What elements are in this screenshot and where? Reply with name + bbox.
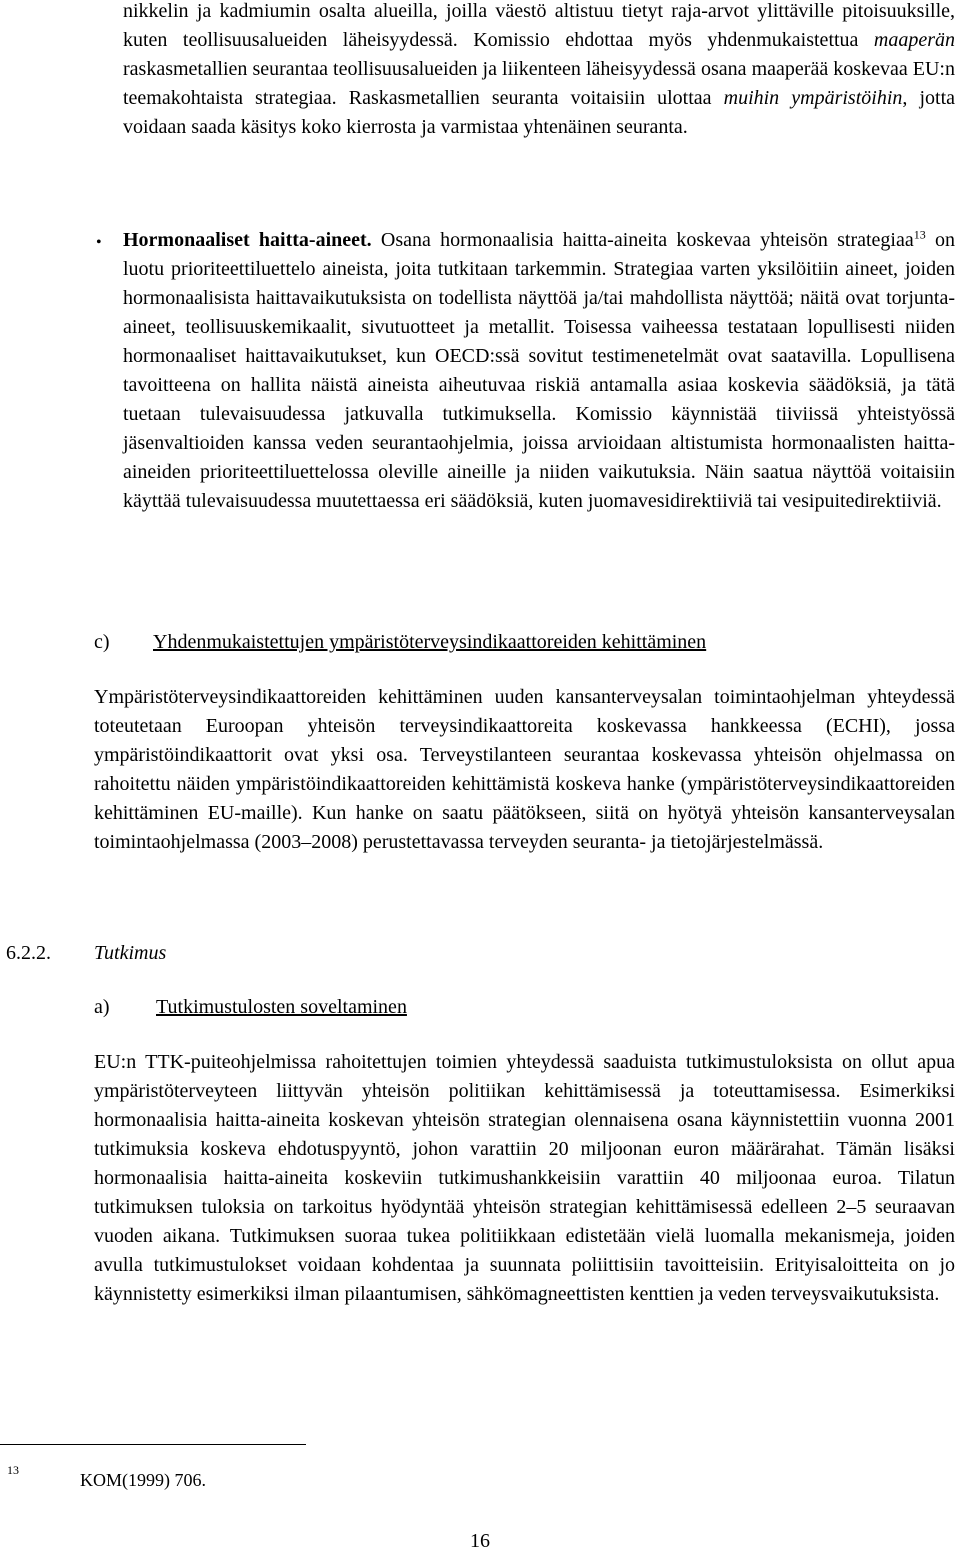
italic-term: maaperän [873, 29, 955, 51]
continuation-paragraph: nikkelin ja kadmiumin osalta alueilla, joilla väestö altistuu tietyt raja-arvot ylittäville pitoisuuksille, kuten teollisuusalueiden läheisyydessä. Komissio ehdottaa myös yhdenmukaistettua maaperän raskasmetallien seurantaa teollisuusalueiden ja liikenteen läheisyydessä osana maaperää koskevaa EU:n teemakohtaista strategiaa. Raskasmetallien seuranta voitaisiin ulottaa muihin ympäristöihin, jotta voidaan saada käsitys koko kierrosta ja varmistaa yhtenäinen seuranta. [123, 0, 955, 138]
section-c-paragraph: Ympäristöterveysindikaattoreiden kehittäminen uuden kansanterveysalan toimintaohjelman yhteydessä toteutetaan Euroopan yhteisön terveysindikaattoreita koskevassa hankkeessa (ECHI), jossa ympäristöindikaattorit ovat yksi osa. Terveystilanteen seurantaa koskevassa yhteisön ohjelmassa on rahoitettu näiden ympäristöindikaattoreiden kehittämistä koskeva hanke (ympäristöterveysindikaattoreiden kehittäminen EU-maille). Kun hanke on saatu päätökseen, siitä on hyötyä yhteisön kansanterveysalan toimintaohjelmassa (2003–2008) perustettavassa terveyden seuranta- ja tietojärjestelmässä. [94, 686, 955, 853]
footnote-divider [0, 1444, 306, 1445]
section-a-title: Tutkimustulosten soveltaminen [156, 996, 407, 1018]
section-a-paragraph: EU:n TTK-puiteohjelmissa rahoitettujen toimien yhteydessä saaduista tutkimustuloksista on ollut apua ympäristöterveyteen liittyvän yhteisön politiikan kehittämisessä ja toteuttamisessa. Esimerkiksi hormonaalisia haitta-aineita koskevan yhteisön strategian olennaisena osana käynnistettiin vuonna 2001 tutkimuksia koskeva ehdotuspyyntö, johon varattiin 20 miljoonan euron määrärahat. Tämän lisäksi hormonaalisia haitta-aineita koskeviin tutkimushankkeisiin varattiin 40 miljoonaa euroa. Tilatun tutkimuksen tuloksia on tarkoitus hyödyntää yhteisön strategian kehittämisessä edelleen 2–5 seuraavan vuoden aikana. Tutkimuksen suoraa tukea politiikkaan edistetään vielä luomalla mekanismeja, joiden avulla tutkimustulokset voidaan kohdentaa ja suunnata poliittisiin tavoitteisiin. Erityisaloitteita on jo käynnistetty esimerkiksi ilman pilaantumisen, sähkömagneettisten kenttien ja veden terveysvaikutuksista. [94, 1051, 955, 1305]
footnote-number: 13 [7, 1463, 19, 1477]
bullet-icon: • [96, 234, 102, 251]
section-letter: c) [94, 631, 110, 653]
section-number: 6.2.2. [6, 942, 51, 964]
footnote-ref: 13 [913, 227, 926, 242]
bullet-paragraph: Hormonaaliset haitta-aineet. Osana hormonaalisia haitta-aineita koskevaa yhteisön strategiaa$^{13}$ on luotu prioriteettiluettelo aineista, joita tutkitaan tarkemmin. Strategiaa varten yksilöitiin aineet, joiden hormonaalisista haittavaikutuksista on todellista näyttöä ja/tai mahdollista näyttöä; näitä ovat torjunta-aineet, teollisuuskemikaalit, sivutuotteet ja metallit. Toisessa vaiheessa testataan lopullisesti niiden hormonaaliset haittavaikutukset, kun OECD:ssä sovitut testimenetelmät ovat saatavilla. Lopullisena tavoitteena on hallita näistä aineista aiheutuvaa riskiä antamalla asiaa koskevia säädöksiä, ja tätä tuetaan tulevaisuudessa jatkuvalla tutkimuksella. Komissio käynnistää tiiviissä yhteistyössä jäsenvaltioiden kanssa veden seurantaohjelmia, joissa arvioidaan altistumista hormonaalisten haitta-aineiden prioriteettiluettelossa oleville aineille ja niiden vaikutuksia. Näin saatua näyttöä voitaisiin käyttää tulevaisuudessa muutettaessa eri säädöksiä, kuten juomavesidirektiiviä tai vesipuitedirektiiviä. [123, 227, 955, 512]
section-letter: a) [94, 996, 110, 1018]
italic-term: muihin ympäristöihin [723, 87, 903, 109]
bullet-heading: Hormonaaliset haitta-aineet. [123, 229, 372, 251]
footnote-text: KOM(1999) 706. [80, 1470, 206, 1490]
page-number: 16 [470, 1530, 490, 1552]
section-c-title: Yhdenmukaistettujen ympäristöterveysindikaattoreiden kehittäminen [153, 631, 707, 653]
section-title: Tutkimus [94, 942, 167, 964]
